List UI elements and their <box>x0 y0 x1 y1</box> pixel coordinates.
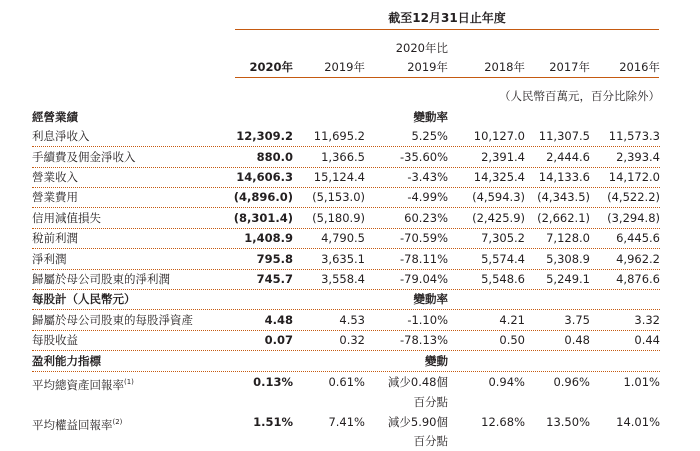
year-header-2016: 2016年 <box>619 60 660 74</box>
cell-change: -78.11% <box>400 252 448 266</box>
cell-2020: 795.8 <box>256 252 293 266</box>
unit-note: （人民幣百萬元，百分比除外） <box>499 89 660 103</box>
row-label: 營業費用 <box>32 190 78 204</box>
cell-2016: 4,962.2 <box>616 252 660 266</box>
section-title-per-share: 每股計（人民幣元） <box>32 292 136 306</box>
row-label: 利息淨收入 <box>32 129 90 143</box>
cell-change: 5.25% <box>411 129 448 143</box>
cell-2018: 14,325.4 <box>473 170 525 184</box>
cell-2018: 0.50 <box>499 333 525 347</box>
year-header-2018: 2018年 <box>484 60 525 74</box>
section-change-label: 變動 <box>425 354 448 368</box>
cell-change-unit: 百分點 <box>413 395 448 409</box>
cell-2019: 15,124.4 <box>313 170 365 184</box>
cell-2017: 2,444.6 <box>546 150 590 164</box>
cell-2016: 2,393.4 <box>616 150 660 164</box>
row-label: 信用減值損失 <box>32 211 101 225</box>
cell-change: -79.04% <box>400 272 448 286</box>
year-header-2017: 2017年 <box>549 60 590 74</box>
row-divider <box>32 309 660 310</box>
cell-2018: 0.94% <box>488 375 525 389</box>
cell-2016: 4,876.6 <box>616 272 660 286</box>
cell-change: -4.99% <box>407 190 448 204</box>
year-header-2020: 2020年 <box>249 60 293 74</box>
row-divider <box>32 371 660 372</box>
cell-2016: 11,573.3 <box>608 129 660 143</box>
cell-2018: 12.68% <box>481 415 525 429</box>
cell-2019: (5,153.0) <box>312 190 365 204</box>
cell-2019: (5,180.9) <box>312 211 365 225</box>
section-title-operating: 經營業績 <box>32 110 78 124</box>
period-heading: 截至12月31日止年度 <box>388 11 506 25</box>
row-label-text: 平均總資產回報率 <box>32 377 124 392</box>
cell-2019: 7.41% <box>328 415 365 429</box>
section-title-profitability: 盈利能力指標 <box>32 354 101 368</box>
row-divider <box>32 350 660 351</box>
row-label <box>32 375 134 392</box>
year-header-2019-compare: 2019年 <box>407 60 448 74</box>
cell-change: -35.60% <box>400 150 448 164</box>
cell-2017: 0.48 <box>564 333 590 347</box>
cell-change: 減少0.48個 <box>387 375 448 389</box>
cell-2018: 4.21 <box>499 313 525 327</box>
cell-change: -70.59% <box>400 231 448 245</box>
cell-2020: 745.7 <box>256 272 293 286</box>
row-label: 歸屬於母公司股東的淨利潤 <box>32 272 170 286</box>
row-label: 營業收入 <box>32 170 78 184</box>
cell-2016: (3,294.8) <box>607 211 660 225</box>
cell-2017: 5,249.1 <box>546 272 590 286</box>
cell-2020: (4,896.0) <box>233 190 293 204</box>
cell-change: -1.10% <box>407 313 448 327</box>
cell-2017: 3.75 <box>564 313 590 327</box>
cell-2018: (2,425.9) <box>472 211 525 225</box>
cell-2018: 2,391.4 <box>481 150 525 164</box>
header-rule-bottom <box>235 77 659 78</box>
cell-2019: 1,366.5 <box>321 150 365 164</box>
row-label-text: 平均權益回報率 <box>32 417 113 432</box>
row-label <box>32 415 122 432</box>
cell-2016: 0.44 <box>634 333 660 347</box>
cell-2019: 3,558.4 <box>321 272 365 286</box>
cell-2016: 1.01% <box>623 375 660 389</box>
cell-2017: 5,308.9 <box>546 252 590 266</box>
cell-2020: 1,408.9 <box>244 231 293 245</box>
cell-2016: 14,172.0 <box>608 170 660 184</box>
cell-2019: 0.32 <box>339 333 365 347</box>
cell-2019: 0.61% <box>328 375 365 389</box>
cell-change: -78.13% <box>400 333 448 347</box>
cell-2019: 4,790.5 <box>321 231 365 245</box>
cell-2017: 13.50% <box>546 415 590 429</box>
row-label: 每股收益 <box>32 333 78 347</box>
cell-2020: 14,606.3 <box>236 170 293 184</box>
header-rule-top <box>235 29 659 30</box>
compare-label: 2020年比 <box>395 41 448 55</box>
cell-2018: (4,594.3) <box>472 190 525 204</box>
cell-2017: 7,128.0 <box>546 231 590 245</box>
cell-2016: 6,445.6 <box>616 231 660 245</box>
cell-2016: 14.01% <box>616 415 660 429</box>
cell-2019: 4.53 <box>339 313 365 327</box>
section-change-label: 變動率 <box>413 292 448 306</box>
row-divider <box>32 330 660 331</box>
cell-2018: 5,548.6 <box>481 272 525 286</box>
footnote-marker: (2) <box>112 418 123 426</box>
row-divider <box>32 269 660 270</box>
cell-2018: 10,127.0 <box>473 129 525 143</box>
cell-2019: 3,635.1 <box>321 252 365 266</box>
row-divider <box>32 228 660 229</box>
cell-change-unit: 百分點 <box>413 434 448 448</box>
cell-change: -3.43% <box>407 170 448 184</box>
cell-2020: 1.51% <box>253 415 293 429</box>
cell-2018: 7,305.2 <box>481 231 525 245</box>
cell-2020: 4.48 <box>264 313 293 327</box>
cell-2017: 0.96% <box>553 375 590 389</box>
section-change-label: 變動率 <box>413 110 448 124</box>
row-label: 手續費及佣金淨收入 <box>32 150 136 164</box>
cell-change: 減少5.90個 <box>387 415 448 429</box>
cell-2017: 11,307.5 <box>538 129 590 143</box>
cell-2020: 12,309.2 <box>236 129 293 143</box>
row-label: 歸屬於母公司股東的每股淨資產 <box>32 313 193 327</box>
cell-2020: 0.07 <box>264 333 293 347</box>
cell-2016: 3.32 <box>634 313 660 327</box>
cell-2018: 5,574.4 <box>481 252 525 266</box>
row-divider <box>32 207 660 208</box>
row-divider <box>32 146 660 147</box>
cell-2017: (2,662.1) <box>537 211 590 225</box>
footnote-marker: (1) <box>124 378 134 386</box>
row-divider <box>32 187 660 188</box>
row-label: 稅前利潤 <box>32 231 78 245</box>
row-label: 淨利潤 <box>32 252 67 266</box>
row-divider <box>32 248 660 249</box>
cell-2020: 0.13% <box>253 375 293 389</box>
year-header-2019: 2019年 <box>324 60 365 74</box>
cell-2019: 11,695.2 <box>313 129 365 143</box>
cell-2020: 880.0 <box>256 150 293 164</box>
cell-2017: (4,343.5) <box>537 190 590 204</box>
cell-2016: (4,522.2) <box>607 190 660 204</box>
row-divider <box>32 167 660 168</box>
cell-2017: 14,133.6 <box>538 170 590 184</box>
cell-2020: (8,301.4) <box>233 211 293 225</box>
row-divider <box>32 289 660 290</box>
cell-change: 60.23% <box>404 211 448 225</box>
